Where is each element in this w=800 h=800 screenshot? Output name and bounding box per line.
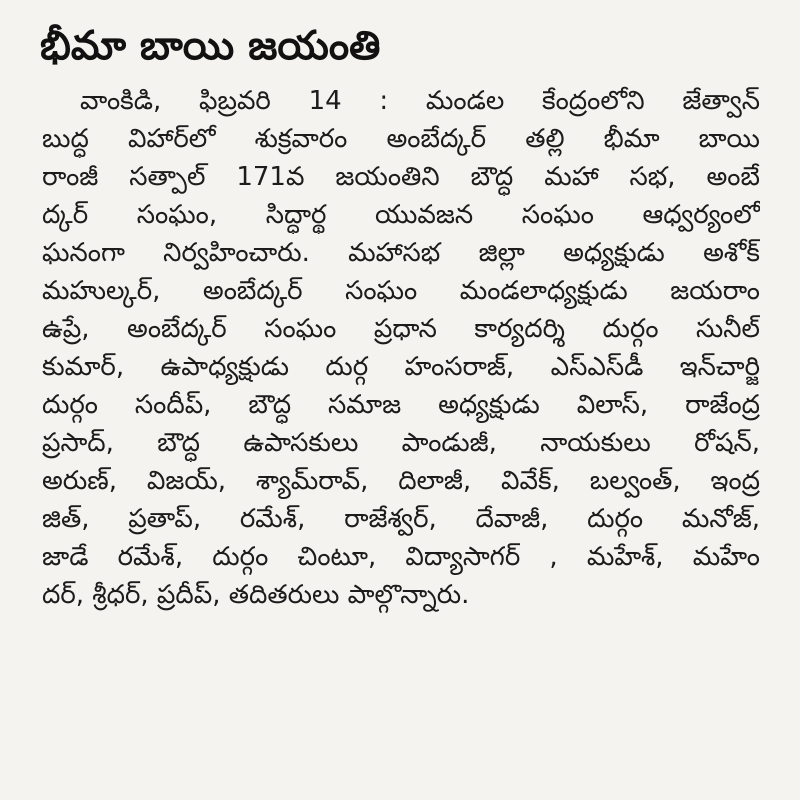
- article-headline: భీమా బాయి జయంతి: [40, 23, 381, 69]
- article-line: మహుల్కర్, అంబేద్కర్ సంఘం మండలాధ్యక్షుడు జయరాం: [42, 276, 760, 306]
- article-line: దర్, శ్రీధర్, ప్రదీప్, తదితరులు పాల్గొన్నారు.: [42, 580, 470, 610]
- article-line: ప్రసాద్, బౌద్ధ ఉపాసకులు పాండుజీ, నాయకులు రోషన్,: [42, 428, 760, 458]
- article-line: జాడే రమేశ్, దుర్గం చింటూ, విద్యాసాగర్ , మహేశ్, మహేం: [42, 542, 760, 572]
- article-line: బుద్ధ విహార్‌లో శుక్రవారం అంబేద్కర్ తల్లి భీమా బాయి: [42, 124, 760, 154]
- article-line: అరుణ్, విజయ్, శ్యామ్‌రావ్, దిలాజీ, వివేక్, బల్వంత్, ఇంద్ర: [42, 466, 760, 496]
- article-line: ద్కర్ సంఘం, సిద్ధార్థ యువజన సంఘం ఆధ్వర్యంలో: [42, 200, 760, 230]
- article-line: దుర్గం సందీప్, బౌద్ధ సమాజ అధ్యక్షుడు విలాస్, రాజేంద్ర: [42, 390, 760, 420]
- article-line: ఉప్రే, అంబేద్కర్ సంఘం ప్రధాన కార్యదర్శి దుర్గం సునీల్: [42, 314, 760, 344]
- article-line: జిత్, ప్రతాప్, రమేశ్, రాజేశ్వర్, దేవాజీ, దుర్గం మనోజ్,: [42, 504, 760, 534]
- article-line: కుమార్, ఉపాధ్యక్షుడు దుర్గ హంసరాజ్, ఎస్ఎస్‌డీ ఇన్‌చార్జి: [42, 352, 760, 382]
- article-line: రాంజీ సత్పాల్ 171వ జయంతిని బౌద్ధ మహా సభ, అంబే: [42, 162, 760, 192]
- article-line: వాంకిడి, ఫిబ్రవరి 14 : మండల కేంద్రంలోని జేత్వాన్: [80, 86, 760, 116]
- article-body: [42, 82, 760, 614]
- article-line: ఘనంగా నిర్వహించారు. మహాసభ జిల్లా అధ్యక్షుడు అశోక్: [42, 238, 760, 268]
